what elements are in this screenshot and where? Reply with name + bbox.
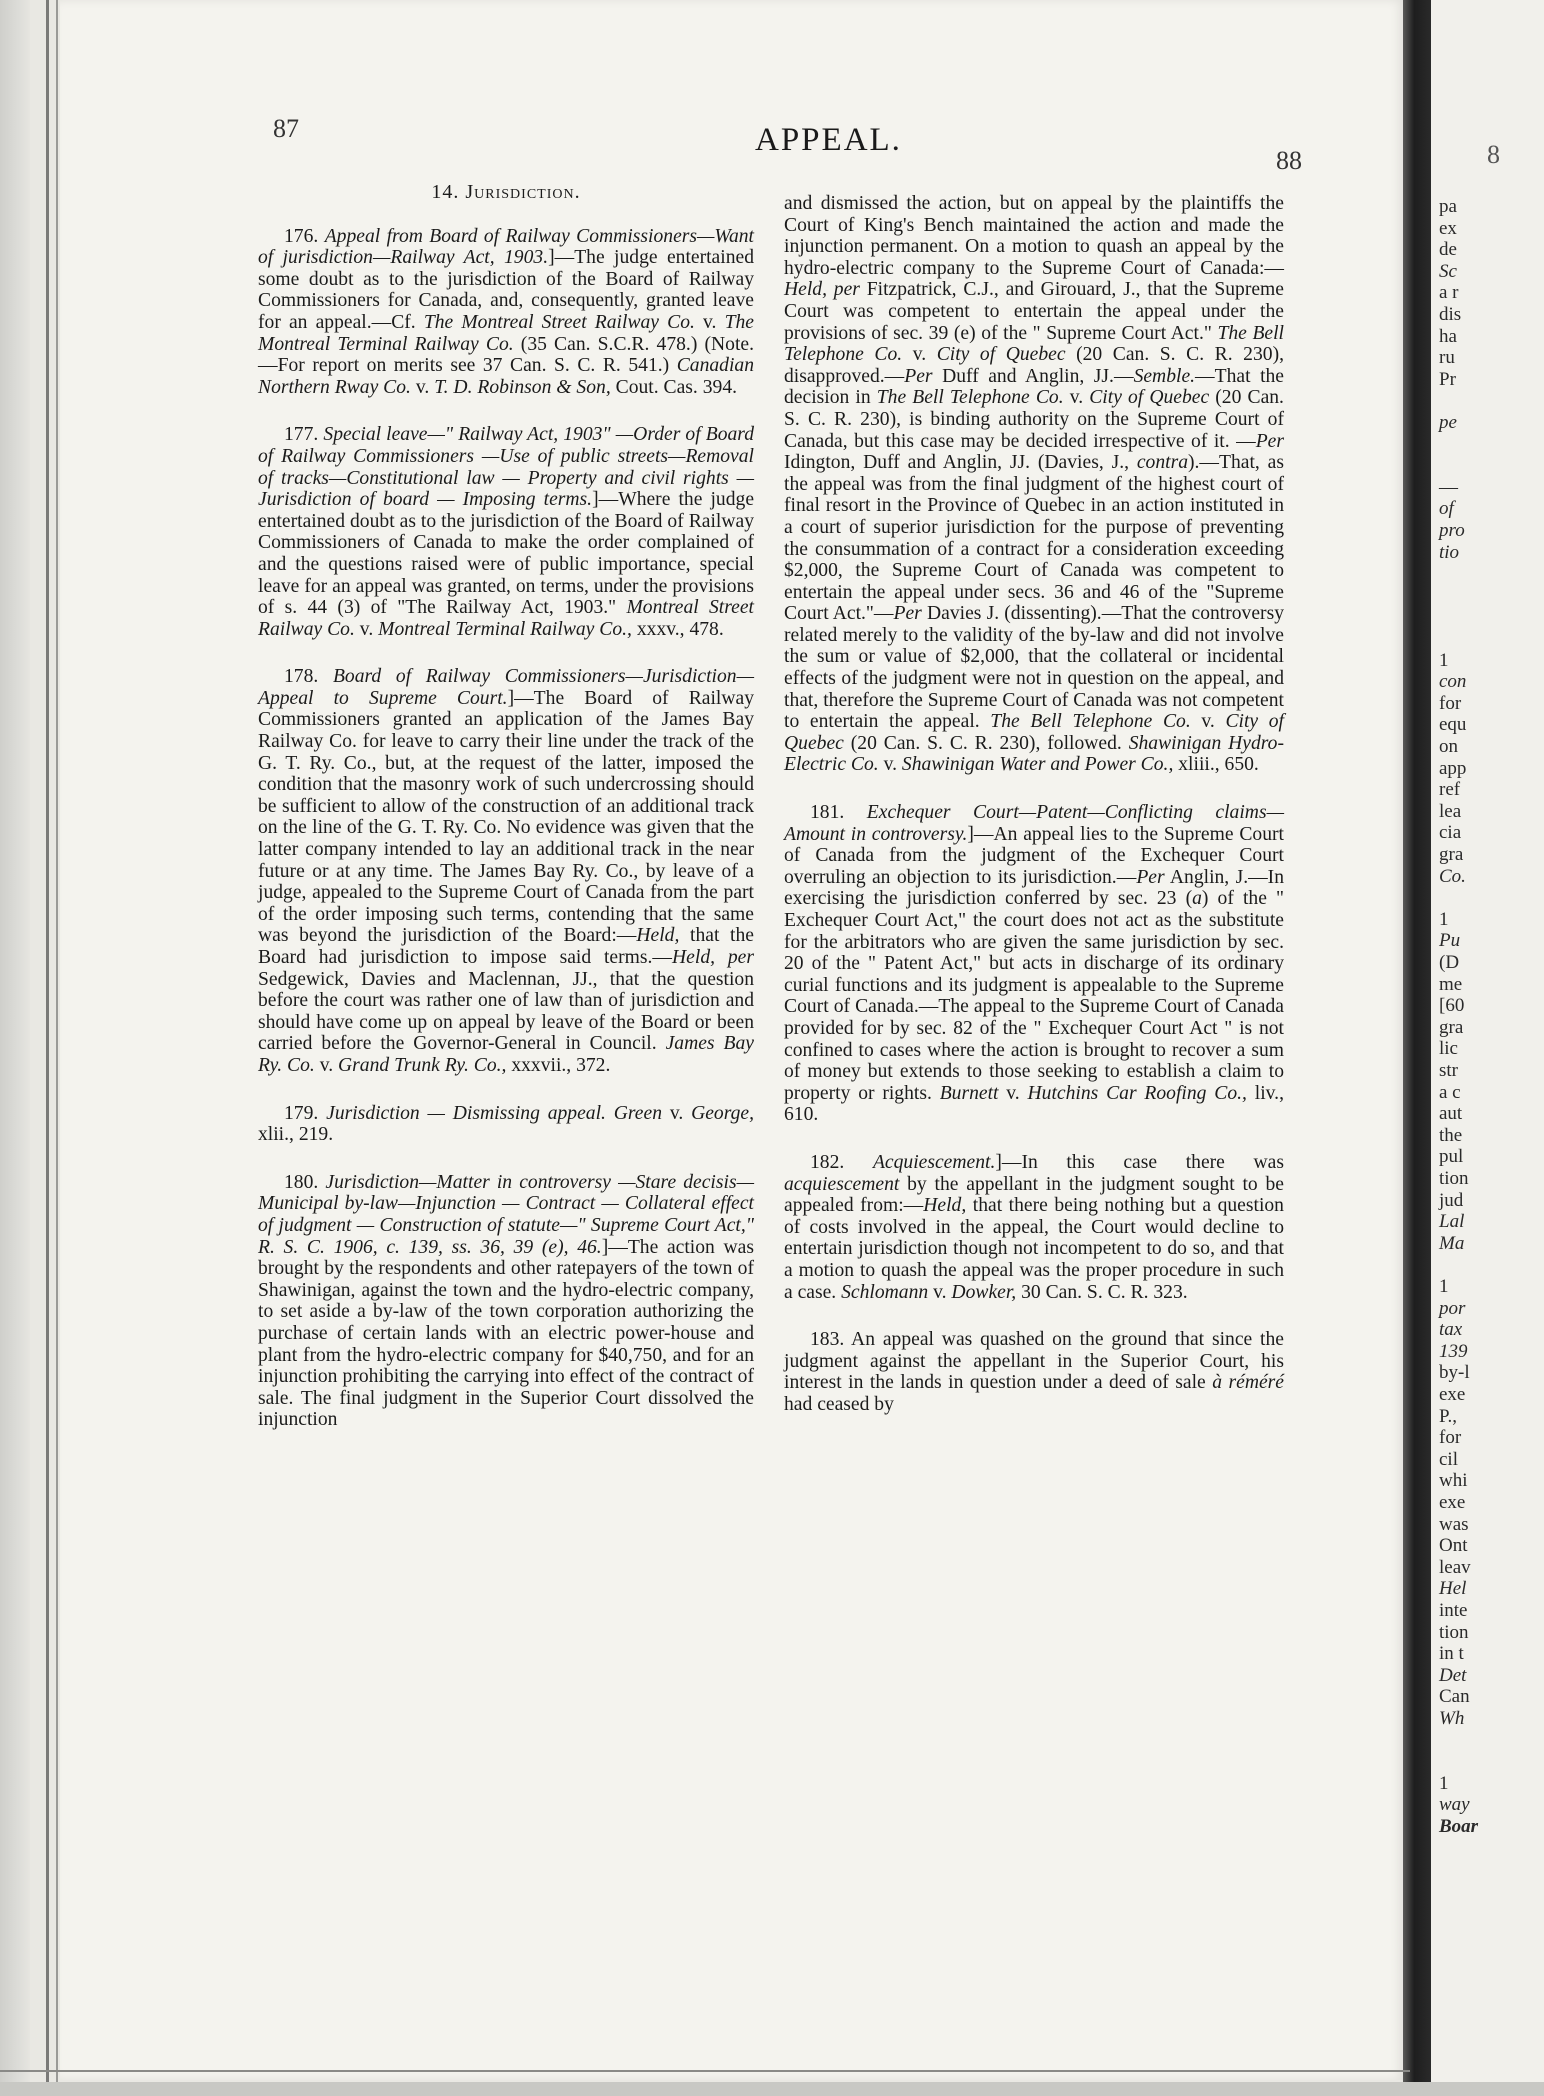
- next-page-line: jud: [1439, 1189, 1464, 1211]
- held-label: Held, per: [784, 279, 860, 301]
- next-page-line: leav: [1439, 1556, 1471, 1578]
- next-page-line: cia: [1439, 822, 1462, 844]
- left-column: [258, 182, 754, 1457]
- next-page-line: dis: [1439, 304, 1462, 325]
- next-page-line: app: [1439, 757, 1467, 779]
- book-left-edge: [0, 0, 30, 2096]
- para-text: xliii., 650.: [1173, 754, 1259, 776]
- next-page-line: pro: [1439, 520, 1465, 541]
- para-title: Special leave—" Railway Act, 1903" —Order of Board of Railway Commissioners —Use of public streets—Removal of tracks—Constitutional law — Property and civil rights — Jurisdiction of board — Imposing terms.: [258, 424, 755, 511]
- next-page-line: Lal: [1439, 1211, 1465, 1233]
- next-page-line: [60: [1439, 995, 1465, 1017]
- case-name: Montreal Terminal Railway Co.,: [378, 618, 632, 640]
- next-page-fragment: [1431, 0, 1544, 2096]
- page-border-line-inner: [56, 0, 58, 2096]
- next-page-line: exe: [1439, 1492, 1466, 1513]
- case-name: James Bay Ry. Co.: [258, 1033, 754, 1076]
- para-text: Davies J. (dissenting).—That the controversy related merely to the validity of the by-law and did not involve the sum or value of $2,000, that the collateral or incidental effects of the judgment were not in question on the appeal, and that, therefore the Supreme Court of Canada was not competent to entertain the appeal.: [784, 603, 1284, 733]
- para-title: Board of Railway Commissioners—Jurisdiction—Appeal to Supreme Court.: [258, 666, 754, 709]
- para-text: that the Board had jurisdiction to impose said terms.—: [258, 925, 754, 968]
- para-text: —That the decision in: [784, 365, 1285, 409]
- para-number: 183.: [810, 1329, 845, 1351]
- para-text: v.: [662, 1102, 692, 1124]
- next-page-line: was: [1439, 1513, 1469, 1535]
- para-number: 176.: [284, 225, 319, 247]
- para-text: ]—The judge entertained some doubt as to the jurisdiction of the Board of Railway Commissioners for Canada, and, consequently, granted leave for an appeal.—Cf.: [258, 247, 754, 333]
- page-border-line: [46, 0, 49, 2096]
- paragraph-178: [258, 666, 754, 1076]
- para-text: v.: [902, 344, 937, 366]
- para-text: xxxvii., 372.: [506, 1054, 611, 1076]
- next-page-line: 1: [1439, 908, 1449, 930]
- case-name: City of Quebec: [784, 711, 1284, 754]
- running-head: APPEAL.: [755, 122, 902, 158]
- bottom-border-line: [0, 2070, 1410, 2072]
- para-title: Appeal from Board of Railway Commissioners—Want of jurisdiction—Railway Act, 1903.: [258, 225, 754, 269]
- case-name: Schlomann: [841, 1281, 929, 1303]
- next-page-line: of: [1439, 498, 1454, 520]
- next-page-line: tion: [1439, 1168, 1469, 1189]
- para-number: 178.: [284, 666, 319, 688]
- next-page-line: aut: [1439, 1103, 1463, 1125]
- next-page-line: gra: [1439, 844, 1464, 865]
- para-text: (20 Can. S. C. R. 230), followed.: [843, 732, 1129, 754]
- para-text: v.: [878, 754, 902, 776]
- case-name: The Bell Telephone Co.: [784, 322, 1284, 366]
- next-page-line: Pr: [1439, 368, 1456, 390]
- case-name: The Bell Telephone Co.: [876, 387, 1064, 409]
- paragraph-176: [258, 226, 754, 399]
- para-text: Idington, Duff and Anglin, JJ. (Davies, J.,: [784, 452, 1137, 474]
- next-page-line: ex: [1439, 217, 1457, 239]
- next-page-line: in t: [1439, 1643, 1464, 1665]
- next-page-line: pe: [1439, 412, 1457, 433]
- case-name: The Montreal Terminal Railway Co.: [258, 311, 754, 355]
- case-name: City of Quebec: [936, 344, 1066, 366]
- next-page-line: a c: [1439, 1081, 1461, 1103]
- para-text: by the appellant in the judgment sought to be appealed from:—: [784, 1173, 1284, 1217]
- per-label: Per: [1255, 430, 1284, 452]
- para-text: xxxv., 478.: [631, 618, 724, 640]
- next-page-line: lic: [1439, 1038, 1458, 1060]
- case-name: Green: [613, 1102, 662, 1124]
- case-name: Shawinigan Hydro-Electric Co.: [784, 732, 1284, 776]
- paragraph-179: [258, 1103, 754, 1146]
- next-page-line: con: [1439, 671, 1467, 693]
- para-text: ]—The Board of Railway Commissioners granted an application of the James Bay Railway Co. for leave to carry their line under the track of the G. T. Ry. Co., but, at the request of the latter, imposed the condition that the masonry work of such undercrossing should be sufficient to allow of the construction of an additional track on the line of the G. T. Ry. Co. No evidence was given that the latter company intended to lay an additional track in the near future or at any time. The James Bay Ry. Co., by leave of a judge, appealed to the Supreme Court of Canada from the part of the order imposing such terms, contending that the same was beyond the jurisdiction of the Board:—: [258, 687, 754, 947]
- para-text: ) of the " Exchequer Court Act," the court does not act as the substitute for the arbitrators who are given the same jurisdiction by sec. 20 of the " Patent Act," but acts in discharge of its ordinary curial functions and its judgment is appealable to the Supreme Court of Canada.—The appeal to the Supreme Court of Canada provided for by sec. 82 of the " Exchequer Court Act " is not confined to cases where the action is brought to recover a sum of money but extends to those seeking to establish a claim to property or rights.: [784, 888, 1284, 1104]
- next-page-line: tax: [1439, 1319, 1463, 1341]
- per-label: Per: [904, 365, 933, 387]
- para-text: v.: [354, 618, 379, 640]
- para-text: Anglin, J.—In exercising the jurisdiction conferred by sec. 23 (: [784, 866, 1285, 910]
- subsection-letter: a: [1192, 888, 1202, 910]
- para-text: Fitzpatrick, C.J., and Girouard, J., that the Supreme Court was competent to entertain the appeal under the provisions of sec. 39 (e) of the " Supreme Court Act.": [784, 279, 1284, 344]
- held-label: Held, per: [672, 947, 754, 968]
- case-name: T. D. Robinson & Son,: [434, 376, 611, 398]
- para-text: An appeal was quashed on the ground that since the judgment against the appellant in the Superior Court, his interest in the lands in question under a deed of sale: [784, 1329, 1284, 1394]
- next-page-line: 1: [1439, 1772, 1449, 1794]
- para-text: v.: [998, 1082, 1028, 1104]
- next-page-line: pul: [1439, 1146, 1464, 1168]
- per-label: Per: [893, 603, 922, 625]
- case-name: Burnett: [939, 1082, 999, 1104]
- next-page-line: 139: [1439, 1340, 1468, 1362]
- contra-label: contra: [1136, 452, 1188, 474]
- para-text: liv., 610.: [784, 1082, 1284, 1126]
- para-title: Exchequer Court—Patent—Conflicting claims—Amount in controversy.: [784, 802, 1284, 845]
- para-text: Cout. Cas. 394.: [610, 376, 738, 398]
- para-text: 30 Can. S. C. R. 323.: [1016, 1281, 1188, 1303]
- next-page-line: for: [1439, 692, 1462, 714]
- paragraph-181: [784, 802, 1284, 1126]
- next-page-line: lea: [1439, 800, 1462, 822]
- para-text: and dismissed the action, but on appeal by the plaintiffs the Court of King's Bench maintained the action and made the injunction permanent. On a motion to quash an appeal by the hydro-electric company to the Supreme Court of Canada:—: [784, 193, 1284, 279]
- next-page-line: by-l: [1439, 1362, 1470, 1384]
- para-text: (20 Can. S. C. R. 230), is binding authority on the Supreme Court of Canada, but this case may be decided irrespective of it. —: [784, 387, 1284, 452]
- held-label: Held,: [923, 1195, 967, 1217]
- next-page-line: Ont: [1439, 1535, 1468, 1557]
- next-page-line: —: [1439, 476, 1458, 498]
- acquiescement-term: acquiescement: [784, 1173, 900, 1195]
- para-number: 177.: [284, 424, 319, 446]
- remere-term: à réméré: [1212, 1372, 1285, 1394]
- para-title: Jurisdiction — Dismissing appeal.: [326, 1102, 606, 1124]
- para-title: Jurisdiction—Matter in controversy —Stare decisis—Municipal by-law—Injunction — Contract — Collateral effect of judgment — Construction of statute—" Supreme Court Act," R. S. C. 1906, c. 139, ss. 36, 39 (e), 46.: [258, 1171, 754, 1258]
- next-page-line: gra: [1439, 1016, 1464, 1038]
- para-text: ]—The action was brought by the respondents and other ratepayers of the town of Shawinigan, against the town and the hydro-electric company, to set aside a by-law of the town corporation authorizing the purchase of certain lands with an electric power-house and plant from the hydro-electric company for $40,750, and for an injunction prohibiting the carrying into effect of the contract of sale. The final judgment in the Superior Court dissolved the injunction: [258, 1236, 754, 1431]
- next-page-line: (D: [1439, 952, 1460, 973]
- para-text: Duff and Anglin, JJ.—: [932, 365, 1134, 387]
- case-name: Hutchins Car Roofing Co.,: [1027, 1082, 1247, 1104]
- para-text: (35 Can. S.C.R. 478.) (Note.—For report on merits see 37 Can. S. C. R. 541.): [258, 333, 754, 377]
- para-number: 180.: [284, 1171, 319, 1193]
- next-page-line: Boar: [1439, 1816, 1479, 1837]
- para-text: v.: [928, 1281, 952, 1303]
- next-page-line: cil: [1439, 1448, 1458, 1470]
- paragraph-182: [784, 1152, 1284, 1303]
- para-text: ).—That, as the appeal was from the final judgment of the highest court of final resort in the Province of Quebec in an action instituted in a court of superior jurisdiction for the purpose of preventing the consummation of a contract for a consideration exceeding $2,000, the Supreme Court of Canada was competent to entertain the appeal under secs. 36 and 46 of the "Supreme Court Act."—: [784, 452, 1284, 625]
- next-page-line: equ: [1439, 714, 1467, 736]
- case-name: Canadian Northern Rway Co.: [258, 355, 754, 398]
- next-page-line: Wh: [1439, 1708, 1465, 1729]
- left-page-number: 87: [273, 114, 299, 143]
- paragraph-183: [784, 1329, 1284, 1415]
- next-page-line: inte: [1439, 1600, 1468, 1621]
- paragraph-180-continued: [784, 193, 1284, 776]
- next-page-line: pa: [1439, 196, 1457, 217]
- semble-label: Semble.: [1133, 365, 1196, 387]
- next-page-line: Sc: [1439, 260, 1457, 282]
- para-text: ]—Where the judge entertained doubt as to the jurisdiction of the Board of Railway Commissioners of Canada to make the order complained of and the questions raised were of public importance, special leave for an appeal was granted, on terms, under the provisions of s. 44 (3) of "The Railway Act, 1903.": [258, 489, 755, 619]
- para-text: v.: [410, 376, 435, 398]
- case-name: The Montreal Street Railway Co.: [423, 311, 695, 333]
- case-name: George,: [691, 1102, 754, 1124]
- case-name: Shawinigan Water and Power Co.,: [901, 754, 1174, 776]
- next-page-line: Pu: [1439, 930, 1461, 952]
- book-bottom-edge: [0, 2082, 1544, 2096]
- next-page-line: the: [1439, 1124, 1463, 1146]
- next-page-line: way: [1439, 1794, 1470, 1816]
- next-page-line: str: [1439, 1060, 1458, 1081]
- next-page-line: ha: [1439, 325, 1457, 347]
- right-column: [784, 193, 1284, 1441]
- next-page-line: for: [1439, 1427, 1462, 1449]
- para-text: xlii., 219.: [258, 1124, 334, 1146]
- para-title: Acquiescement.: [872, 1151, 996, 1173]
- next-page-line: Co.: [1439, 865, 1466, 887]
- para-text: (20 Can. S. C. R. 230), disapproved.—: [784, 344, 1284, 387]
- next-page-line: on: [1439, 736, 1458, 757]
- para-text: had ceased by: [784, 1393, 894, 1415]
- case-name: The Bell Telephone Co.: [990, 711, 1191, 733]
- para-text: Sedgewick, Davies and Maclennan, JJ., that the question before the court was rather one of law than of jurisdiction and should have come up on appeal by leave of the Board or been carried before the Governor-General in Council.: [258, 968, 754, 1055]
- next-page-line: Det: [1439, 1664, 1467, 1686]
- next-page-line: 1: [1439, 1276, 1449, 1297]
- next-page-line: 1: [1439, 649, 1449, 671]
- next-page-line: whi: [1439, 1470, 1468, 1492]
- para-number: 182.: [810, 1151, 845, 1173]
- held-label: Held,: [636, 925, 680, 947]
- para-text: v.: [694, 311, 725, 333]
- next-page-line: ref: [1439, 779, 1461, 801]
- right-page-number: 88: [1276, 146, 1302, 175]
- para-number: 179.: [284, 1102, 319, 1124]
- next-page-line: me: [1439, 973, 1463, 995]
- next-page-line: exe: [1439, 1384, 1466, 1405]
- para-text: that there being nothing but a question of costs involved in the appeal, the Court would decline to entertain jurisdiction though not incompetent to do so, and that a motion to quash the appeal was the proper procedure in such a case.: [784, 1195, 1284, 1303]
- next-page-number: 8: [1487, 140, 1500, 169]
- next-page-line: Hel: [1439, 1578, 1467, 1600]
- para-text: ]—An appeal lies to the Supreme Court of Canada from the judgment of the Exchequer Court overruling an objection to its jurisdiction.—: [784, 823, 1284, 888]
- para-number: 181.: [810, 802, 845, 824]
- next-page-line: por: [1439, 1297, 1466, 1319]
- book-gutter: [1403, 0, 1431, 2096]
- paragraph-177: [258, 424, 754, 640]
- case-name: Grand Trunk Ry. Co.,: [338, 1054, 507, 1076]
- next-page-line: P.,: [1439, 1405, 1457, 1427]
- case-name: Dowker,: [951, 1281, 1017, 1303]
- per-label: Per: [1136, 866, 1165, 888]
- next-page-line: a r: [1439, 282, 1459, 304]
- case-name: Montreal Street Railway Co.: [258, 597, 754, 640]
- para-text: v.: [1063, 387, 1090, 409]
- para-text: v.: [314, 1054, 339, 1076]
- next-page-line: Can: [1439, 1686, 1470, 1708]
- next-page-line: tio: [1439, 541, 1460, 563]
- next-page-line: tion: [1439, 1621, 1469, 1643]
- next-page-line: ru: [1439, 347, 1455, 369]
- section-heading: 14. Jurisdiction.: [431, 181, 581, 203]
- next-page-line: de: [1439, 239, 1457, 261]
- case-name: City of Quebec: [1089, 387, 1210, 409]
- paragraph-180: [258, 1172, 754, 1431]
- para-text: v.: [1190, 711, 1226, 733]
- para-text: ]—In this case there was: [995, 1151, 1284, 1173]
- next-page-line: Ma: [1439, 1232, 1465, 1254]
